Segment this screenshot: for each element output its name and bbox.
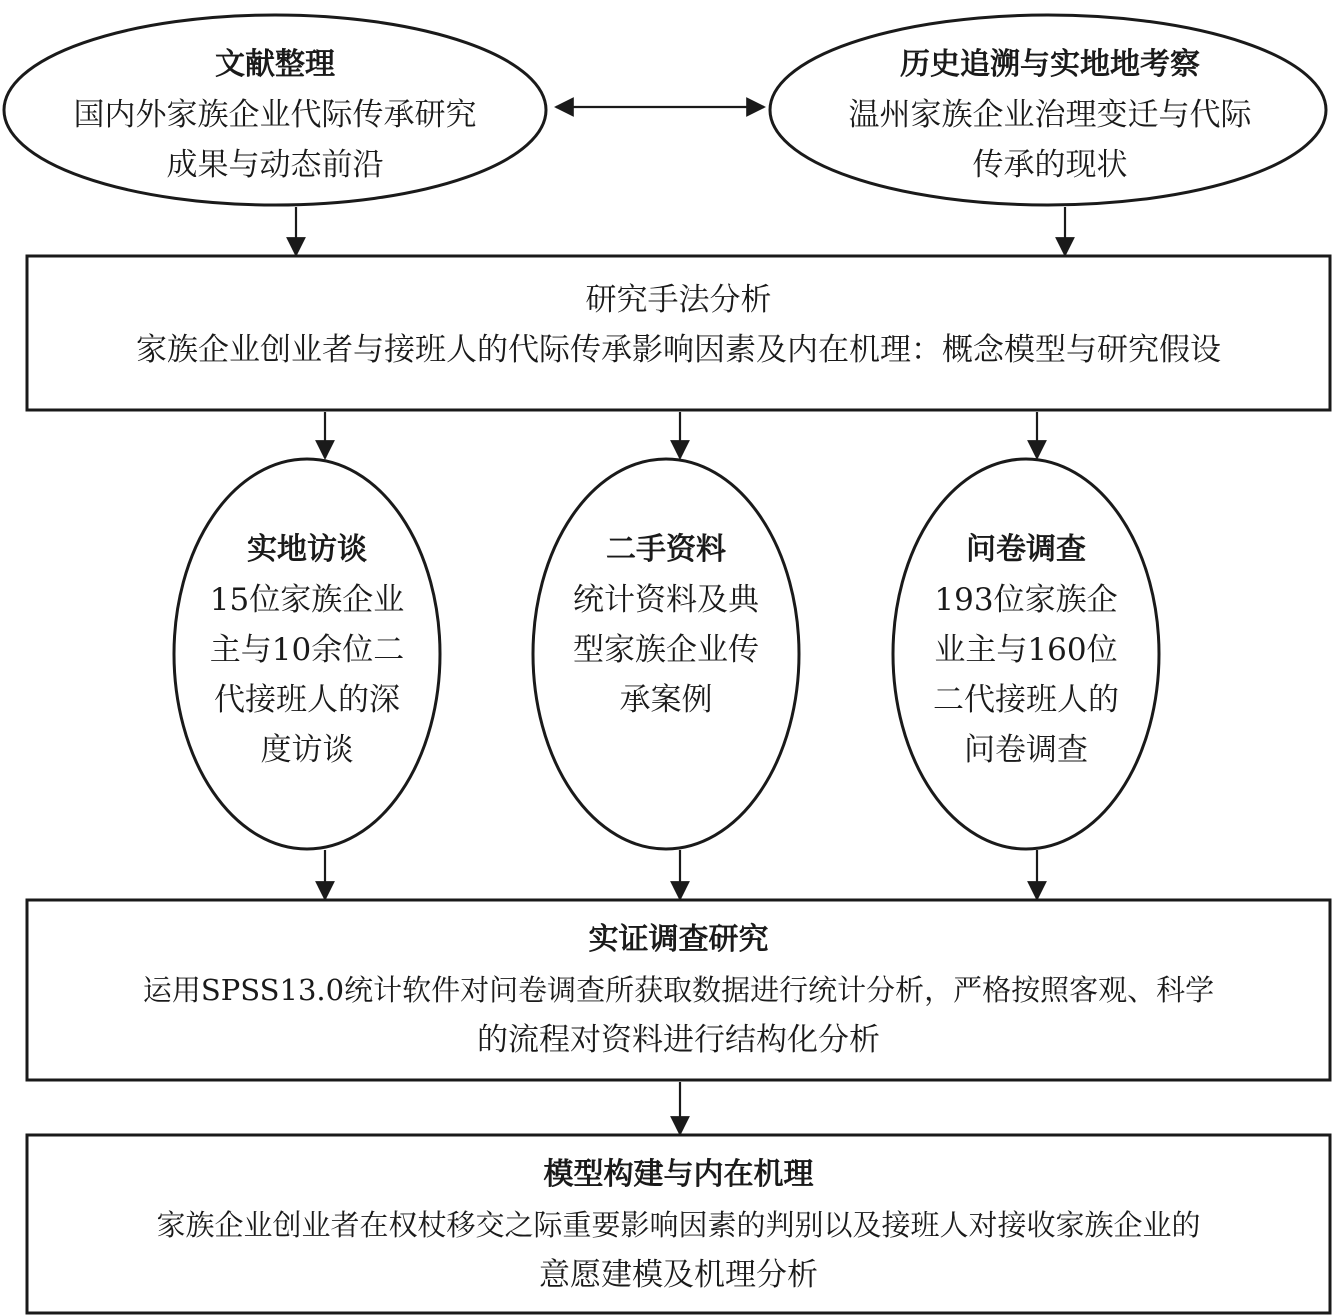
interview-line-2: 主与10余位二 [209, 632, 405, 668]
survey-line-2: 业主与160位 [934, 632, 1118, 668]
history-title: 历史追溯与实地地考察 [900, 47, 1200, 82]
secondary-line-2: 型家族企业传 [573, 632, 759, 668]
interview-line-1: 15位家族企业 [209, 582, 405, 618]
empirical-node [27, 912, 1330, 1067]
literature-line-1: 国内外家族企业代际传承研究 [73, 97, 477, 133]
model-title: 模型构建与内在机理 [543, 1157, 814, 1192]
secondary-line-3: 承案例 [619, 682, 713, 718]
model-node [27, 1145, 1330, 1305]
literature-node [20, 40, 530, 190]
interview-title: 实地访谈 [247, 532, 367, 567]
method-title: 研究手法分析 [585, 282, 772, 318]
history-line-1: 温州家族企业治理变迁与代际 [848, 97, 1252, 133]
literature-title: 文献整理 [215, 47, 335, 82]
empirical-title: 实证调查研究 [588, 921, 769, 957]
history-node [780, 40, 1320, 190]
interview-line-3: 代接班人的深 [214, 682, 400, 718]
model-line-1: 家族企业创业者在权杖移交之际重要影响因素的判别以及接班人对接收家族企业的 [156, 1208, 1201, 1242]
empirical-line-2: 的流程对资料进行结构化分析 [477, 1021, 880, 1058]
secondary-node [546, 520, 786, 730]
secondary-line-1: 统计资料及典 [573, 582, 759, 618]
survey-line-1: 193位家族企 [934, 582, 1118, 618]
empirical-line-1: 运用SPSS13.0统计软件对问卷调查所获取数据进行统计分析，严格按照客观、科学 [142, 972, 1215, 1007]
method-node [27, 270, 1330, 380]
method-line-1: 家族企业创业者与接班人的代际传承影响因素及内在机理：概念模型与研究假设 [136, 332, 1221, 368]
literature-line-2: 成果与动态前沿 [166, 147, 384, 183]
survey-title: 问卷调查 [966, 532, 1086, 567]
survey-line-3: 二代接班人的 [933, 682, 1119, 718]
survey-node [906, 520, 1146, 780]
secondary-title: 二手资料 [606, 532, 726, 567]
survey-line-4: 问卷调查 [964, 732, 1088, 768]
interview-line-4: 度访谈 [260, 732, 354, 768]
model-line-2: 意愿建模及机理分析 [539, 1257, 818, 1293]
interview-node [187, 520, 427, 780]
history-line-2: 传承的现状 [972, 147, 1128, 183]
